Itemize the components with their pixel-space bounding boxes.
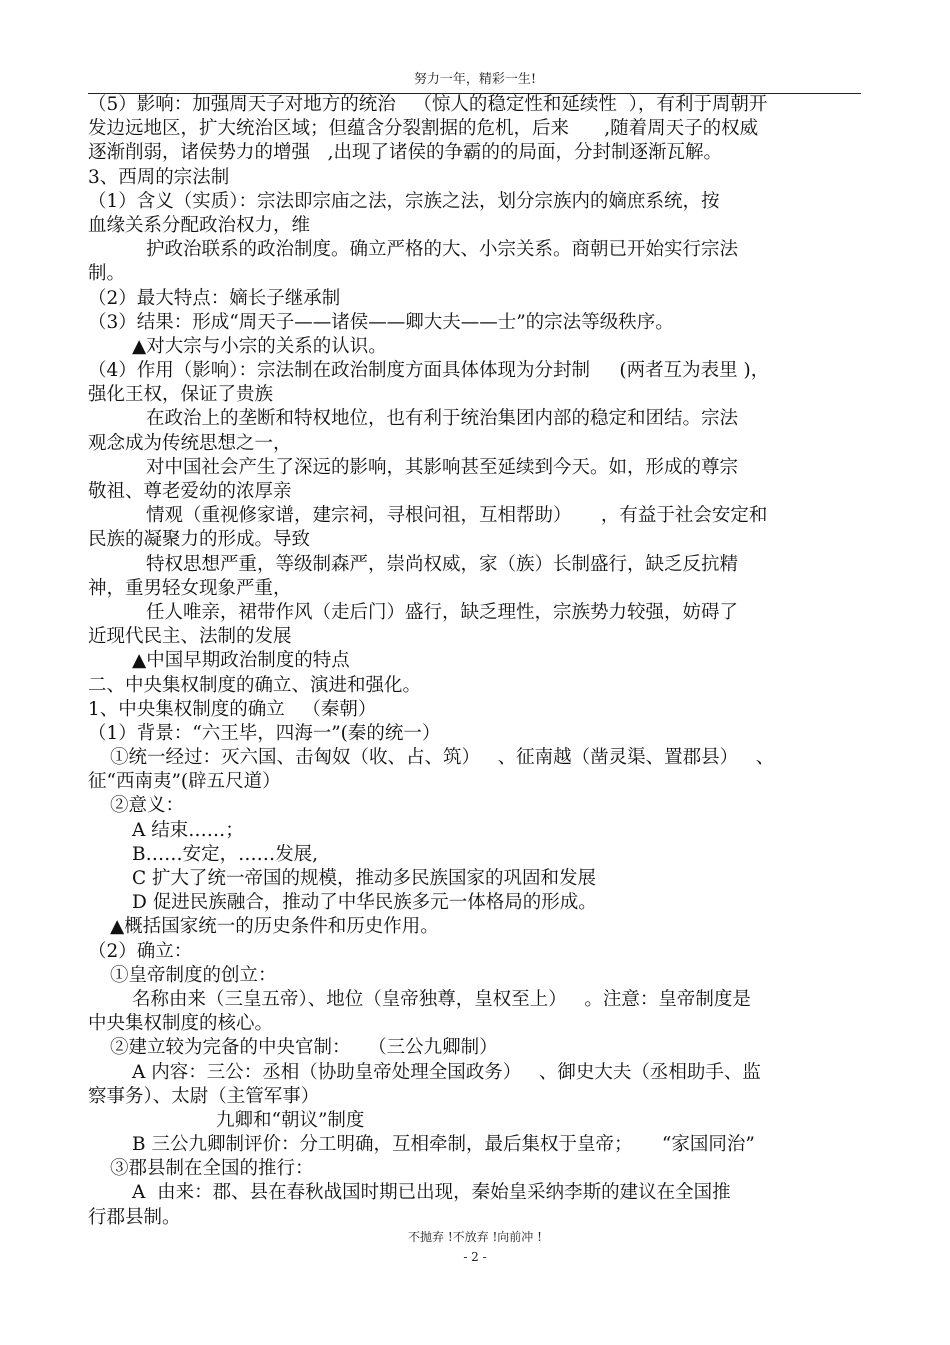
- page-number: - 2 -: [463, 1250, 487, 1264]
- text-line: ①皇帝制度的创立：: [110, 964, 277, 986]
- text-line: ③郡县制在全国的推行：: [110, 1158, 314, 1180]
- text-line: （2）确立：: [88, 940, 193, 962]
- text-line: ①统一经过：灭六国、击匈奴（收、占、筑） 、征南越（凿灵渠、置郡县） 、: [110, 747, 775, 769]
- text-line: 情观（重视修家谱，建宗祠，寻根问祖，互相帮助） ，有益于社会安定和: [146, 505, 768, 527]
- text-line: （3）结果：形成“周天子——诸侯——卿大夫——士”的宗法等级秩序。: [88, 311, 674, 333]
- text-line: 发边远地区，扩大统治区域；但蕴含分裂割据的危机，后来 ,随着周天子的权威: [88, 118, 759, 140]
- text-line: 护政治联系的政治制度。确立严格的大、小宗关系。商朝已开始实行宗法: [146, 239, 739, 261]
- text-line: 血缘关系分配政治权力，维: [88, 214, 311, 236]
- text-line: 任人唯亲，裙带作风（走后门）盛行，缺乏理性，宗族势力较强，妨碍了: [146, 601, 739, 623]
- text-line: （5）影响：加强周天子对地方的统治 （惊人的稳定性和延续性 ），有利于周朝开: [88, 94, 768, 115]
- page-footer-slogan: 不抛弃 !不放弃 !向前冲 !: [408, 1230, 542, 1244]
- text-line: 征“西南夷”(辟五尺道）: [88, 771, 281, 793]
- list-item: B……安定，……发展,: [132, 843, 318, 865]
- text-line: 逐渐削弱，诸侯势力的增强 ,出现了诸侯的争霸的的局面，分封制逐渐瓦解。: [88, 142, 723, 164]
- list-item: B 三公九卿制评价：分工明确，互相牵制，最后集权于皇帝； “家国同治”: [132, 1134, 755, 1156]
- text-line: （2）最大特点：嫡长子继承制: [88, 287, 341, 309]
- text-line: 神，重男轻女现象严重，: [88, 577, 292, 599]
- list-item: D 促进民族融合，推动了中华民族多元一体格局的形成。: [132, 892, 597, 914]
- text-line: （4）作用（影响）：宗法制在政治制度方面具体体现为分封制 (两者互为表里 )，: [88, 360, 770, 382]
- list-item: C 扩大了统一帝国的规模，推动多民族国家的巩固和发展: [132, 868, 597, 889]
- text-line: 九卿和“朝议”制度: [216, 1109, 365, 1131]
- section-heading: 3、西周的宗法制: [88, 166, 230, 188]
- list-item: A 由来：郡、县在春秋战国时期已出现，秦始皇采纳李斯的建议在全国推: [132, 1182, 731, 1204]
- triangle-note: ▲中国早期政治制度的特点: [132, 650, 350, 672]
- text-line: 制。: [88, 263, 126, 285]
- text-line: （1）含义（实质）：宗法即宗庙之法，宗族之法，划分宗族内的嫡庶系统，按: [88, 190, 720, 212]
- triangle-note: ▲对大宗与小宗的关系的认识。: [132, 335, 387, 357]
- list-item: A 结束……；: [132, 819, 244, 841]
- page-header-motto: 努力一年，精彩一生!: [413, 72, 537, 87]
- text-line: 察事务）、太尉（主管军事）: [88, 1085, 320, 1107]
- list-item: A 内容：三公：丞相（协助皇帝处理全国政务） 、御史大夫（丞相助手、监: [132, 1061, 761, 1083]
- triangle-note: ▲概括国家统一的历史条件和历史作用。: [110, 916, 439, 938]
- text-line: 在政治上的垄断和特权地位，也有利于统治集团内部的稳定和团结。宗法: [146, 408, 739, 430]
- text-line: 近现代民主、法制的发展: [88, 626, 292, 648]
- section-heading: 二、中央集权制度的确立、演进和强化。: [88, 674, 422, 696]
- text-line: 中央集权制度的核心。: [88, 1013, 274, 1035]
- text-line: 民族的凝聚力的形成。导致: [88, 529, 311, 551]
- text-line: ②建立较为完备的中央官制： （三公九卿制）: [110, 1037, 498, 1059]
- text-line: 对中国社会产生了深远的影响，其影响甚至延续到今天。如，形成的尊宗: [146, 456, 739, 478]
- text-line: 特权思想严重，等级制森严，崇尚权威，家（族）长制盛行，缺乏反抗精: [146, 553, 739, 575]
- text-line: 行郡县制。: [88, 1206, 181, 1228]
- section-heading: 1、中央集权制度的确立 （秦朝）: [88, 698, 377, 720]
- text-line: 观念成为传统思想之一，: [88, 432, 292, 454]
- text-line: ②意义：: [110, 795, 185, 817]
- text-line: 强化王权，保证了贵族: [88, 384, 274, 406]
- document-body: [88, 93, 860, 1230]
- text-line: （1）背景：“六王毕，四海一”(秦的统一）: [88, 722, 441, 744]
- text-line: 敬祖、尊老爱幼的浓厚亲: [88, 481, 292, 502]
- text-line: 名称由来（三皇五帝）、地位（皇帝独尊，皇权至上） 。注意：皇帝制度是: [132, 988, 751, 1010]
